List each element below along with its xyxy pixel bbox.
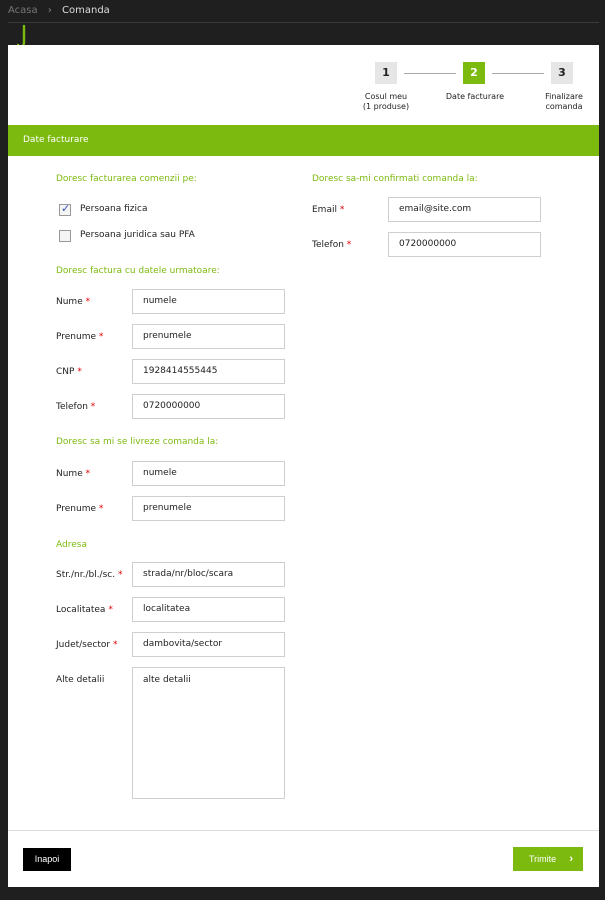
required-mark: * xyxy=(108,605,113,615)
required-mark: * xyxy=(98,332,104,342)
address-judet-input[interactable]: dambovita/sector xyxy=(132,632,285,657)
confirm-heading: Doresc sa-mi confirmati comanda la: xyxy=(312,174,478,184)
invoice-nume-label xyxy=(56,297,90,307)
breadcrumb-home-link[interactable]: Acasa xyxy=(8,5,38,16)
delivery-heading: Doresc sa mi se livreze comanda la: xyxy=(56,437,219,447)
header-divider xyxy=(8,22,599,23)
step-1-label-line1: Cosul meu xyxy=(364,92,408,101)
step-3-label-line1: Finalizare xyxy=(545,92,583,101)
confirm-email-label xyxy=(312,205,344,215)
required-mark: * xyxy=(90,402,96,412)
required-mark: * xyxy=(339,205,345,215)
delivery-nume-input[interactable]: numele xyxy=(132,461,285,486)
back-button[interactable]: Inapoi xyxy=(23,848,71,871)
step-2-box: 2 xyxy=(463,62,485,84)
address-localitate-input[interactable]: localitatea xyxy=(132,597,285,622)
required-mark: * xyxy=(85,469,91,479)
step-3-label xyxy=(539,92,589,112)
step-1-label-line2: (1 produse) xyxy=(362,102,410,111)
confirm-telefon-label-text: Telefon xyxy=(312,240,344,250)
invoice-telefon-input[interactable]: 0720000000 xyxy=(132,394,285,419)
breadcrumb-current: Comanda xyxy=(62,5,110,16)
persoana-fizica-checkbox[interactable] xyxy=(59,204,71,216)
confirm-email-label-text: Email xyxy=(312,205,337,215)
step-3-box: 3 xyxy=(551,62,573,84)
step-1-box[interactable]: 1 xyxy=(375,62,397,84)
invoice-prenume-input[interactable]: prenumele xyxy=(132,324,285,349)
persoana-juridica-checkbox[interactable] xyxy=(59,230,71,242)
invoice-prenume-label xyxy=(56,332,103,342)
breadcrumb-separator-icon: › xyxy=(47,5,52,16)
billing-heading: Doresc facturarea comenzii pe: xyxy=(56,174,197,184)
required-mark: * xyxy=(77,367,82,377)
confirm-telefon-input[interactable]: 0720000000 xyxy=(388,232,541,257)
invoice-prenume-label-text: Prenume xyxy=(56,332,97,342)
submit-button-label: Trimite xyxy=(529,854,557,864)
delivery-prenume-label xyxy=(56,504,103,514)
invoice-cnp-input[interactable]: 1928414555445 xyxy=(132,359,285,384)
footer-divider xyxy=(8,830,599,831)
checkout-steps xyxy=(8,62,599,122)
required-mark: * xyxy=(112,640,118,650)
address-details-label: Alte detalii xyxy=(56,675,105,685)
submit-button[interactable] xyxy=(513,847,583,871)
step-1-label[interactable] xyxy=(356,92,416,112)
step-2-label-line1: Date facturare xyxy=(445,92,505,101)
delivery-prenume-label-text: Prenume xyxy=(56,504,97,514)
delivery-nume-label xyxy=(56,469,90,479)
invoice-nume-input[interactable]: numele xyxy=(132,289,285,314)
address-judet-label xyxy=(56,640,117,650)
confirm-email-input[interactable]: email@site.com xyxy=(388,197,541,222)
persoana-juridica-label[interactable]: Persoana juridica sau PFA xyxy=(80,230,195,240)
required-mark: * xyxy=(85,297,91,307)
step-connector xyxy=(404,73,456,74)
address-localitate-label-text: Localitatea xyxy=(56,605,106,615)
address-street-label xyxy=(56,570,122,580)
invoice-heading: Doresc factura cu datele urmatoare: xyxy=(56,266,220,276)
invoice-cnp-label xyxy=(56,367,82,377)
address-heading: Adresa xyxy=(56,540,87,550)
address-details-textarea[interactable]: alte detalii xyxy=(132,667,285,799)
address-localitate-label xyxy=(56,605,113,615)
required-mark: * xyxy=(346,240,352,250)
persoana-fizica-label[interactable]: Persoana fizica xyxy=(80,204,148,214)
required-mark: * xyxy=(98,504,104,514)
address-judet-label-text: Judet/sector xyxy=(56,640,111,650)
section-title: Date facturare xyxy=(8,125,599,156)
address-street-label-text: Str./nr./bl./sc. xyxy=(56,570,116,580)
checkout-panel xyxy=(8,45,599,887)
delivery-prenume-input[interactable]: prenumele xyxy=(132,496,285,521)
invoice-nume-label-text: Nume xyxy=(56,297,83,307)
delivery-nume-label-text: Nume xyxy=(56,469,83,479)
address-street-input[interactable]: strada/nr/bloc/scara xyxy=(132,562,285,587)
breadcrumb xyxy=(8,5,110,16)
step-2-label xyxy=(440,92,510,102)
required-mark: * xyxy=(117,570,123,580)
invoice-cnp-label-text: CNP xyxy=(56,367,75,377)
step-3-label-line2: comanda xyxy=(545,102,583,111)
invoice-telefon-label xyxy=(56,402,95,412)
step-connector xyxy=(492,73,544,74)
chevron-right-icon: › xyxy=(569,853,573,865)
confirm-telefon-label xyxy=(312,240,351,250)
invoice-telefon-label-text: Telefon xyxy=(56,402,88,412)
